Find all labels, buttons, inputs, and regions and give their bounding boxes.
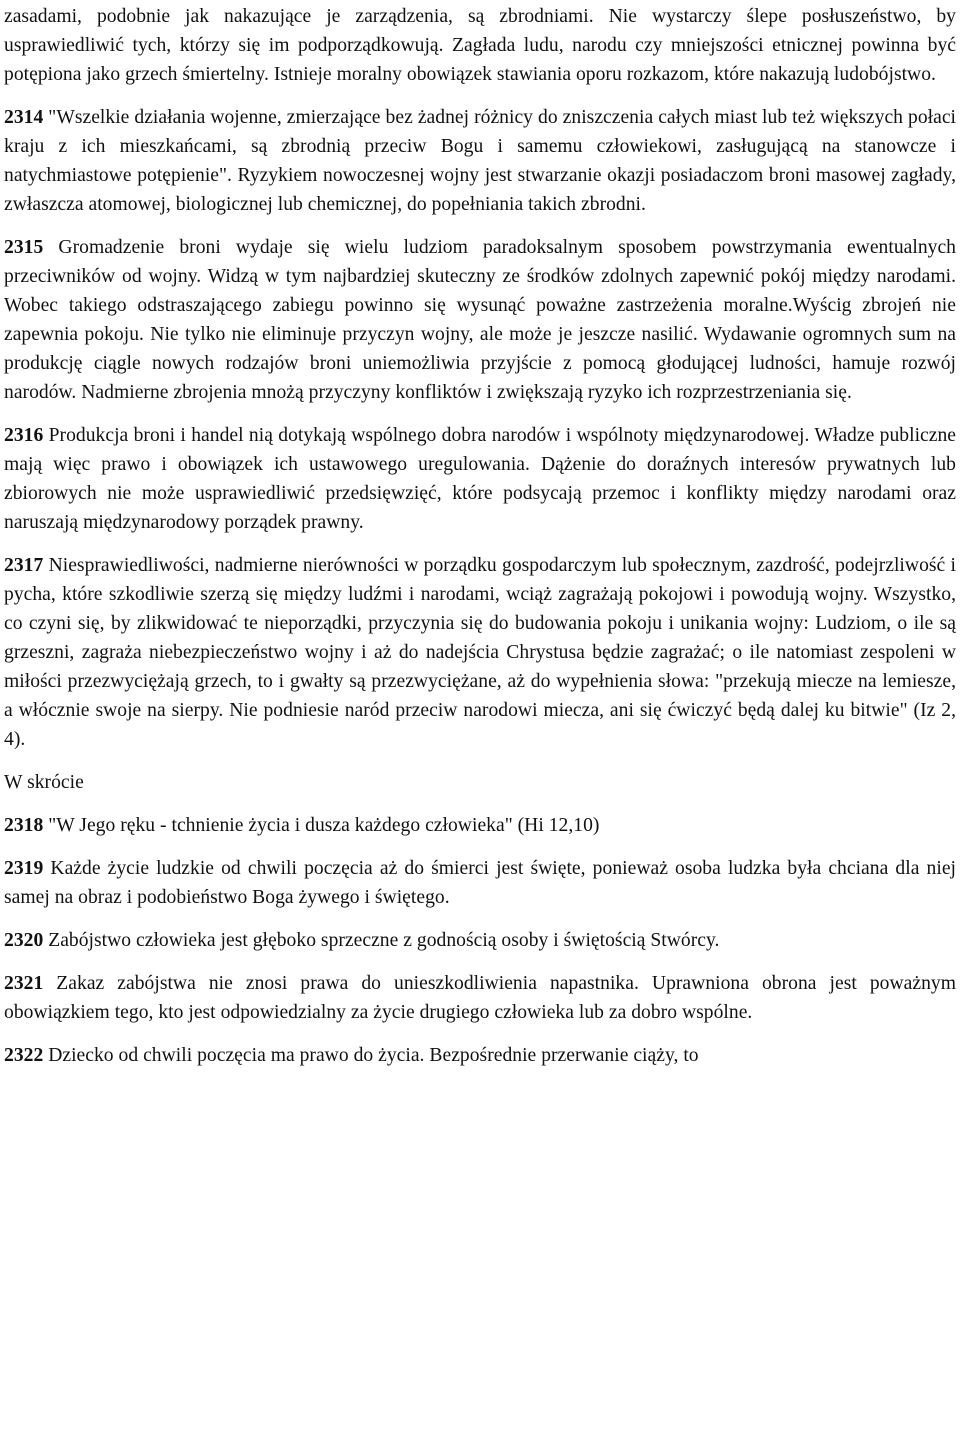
paragraph-number: 2318 xyxy=(4,815,44,836)
paragraph-number: 2315 xyxy=(4,237,44,258)
paragraph-number: 2316 xyxy=(4,425,44,446)
paragraph-text: Niesprawiedliwości, nadmierne nierówności w porządku gospodarczym lub społecznym, zazdrość, podejrzliwość i pycha, które szkodliwie szerzą się między ludźmi i narodami, wciąż zagrażają pokojowi i powodują wojny. Wszystko, co czyni się, by zlikwidować te nieporządki, przyczynia się do budowania pokoju i unikania wojny: Ludziom, o ile są grzeszni, zagraża niebezpieczeństwo wojny i aż do nadejścia Chrystusa będzie zagrażać; o ile natomiast zespoleni w miłości przezwyciężają grzech, to i gwałty są przezwyciężane, aż do wypełnienia słowa: "przekują miecze na lemiesze, a włócznie swoje na sierpy. Nie podniesie naród przeciw narodowi miecza, ani się ćwiczyć będą dalej ku bitwie" (Iz 2, 4). xyxy=(4,555,956,750)
paragraph-text: Każde życie ludzkie od chwili poczęcia aż do śmierci jest święte, ponieważ osoba ludzka była chciana dla niej samej na obraz i podobieństwo Boga żywego i świętego. xyxy=(4,858,956,908)
paragraph-number: 2317 xyxy=(4,555,44,576)
paragraph-2317 xyxy=(4,551,956,754)
paragraph-2318 xyxy=(4,811,956,840)
paragraph-2316 xyxy=(4,421,956,537)
paragraph-2314 xyxy=(4,103,956,219)
paragraph-continued xyxy=(4,2,956,89)
section-heading-text: W skrócie xyxy=(4,772,84,793)
paragraph-text: Zakaz zabójstwa nie znosi prawa do unieszkodliwienia napastnika. Uprawniona obrona jest poważnym obowiązkiem tego, kto jest odpowiedzialny za życie drugiego człowieka lub za dobro wspólne. xyxy=(4,973,956,1023)
paragraph-2319 xyxy=(4,854,956,912)
paragraph-2315 xyxy=(4,233,956,407)
paragraph-text: Zabójstwo człowieka jest głęboko sprzeczne z godnością osoby i świętością Stwórcy. xyxy=(43,930,720,951)
paragraph-text: Dziecko od chwili poczęcia ma prawo do życia. Bezpośrednie przerwanie ciąży, to xyxy=(43,1045,699,1066)
paragraph-text: "Wszelkie działania wojenne, zmierzające bez żadnej różnicy do zniszczenia całych miast lub też większych połaci kraju z ich mieszkańcami, są zbrodnią przeciw Bogu i samemu człowiekowi, zasługującą na stanowcze i natychmiastowe potępienie". Ryzykiem nowoczesnej wojny jest stwarzanie okazji posiadaczom broni masowej zagłady, zwłaszcza atomowej, biologicznej lub chemicznej, do popełniania takich zbrodni. xyxy=(4,107,956,215)
paragraph-number: 2322 xyxy=(4,1045,44,1066)
paragraph-2321 xyxy=(4,969,956,1027)
paragraph-text: Produkcja broni i handel nią dotykają wspólnego dobra narodów i wspólnoty międzynarodowej. Władze publiczne mają więc prawo i obowiązek ich ustawowego uregulowania. Dążenie do doraźnych interesów prywatnych lub zbiorowych nie może usprawiedliwić przedsięwzięć, które podsycają przemoc i konflikty między narodami oraz naruszają międzynarodowy porządek prawny. xyxy=(4,425,956,533)
paragraph-2322 xyxy=(4,1041,956,1070)
paragraph-number: 2320 xyxy=(4,930,44,951)
paragraph-text: Gromadzenie broni wydaje się wielu ludziom paradoksalnym sposobem powstrzymania ewentualnych przeciwników od wojny. Widzą w tym najbardziej skuteczny ze środków zdolnych zapewnić pokój między narodami. Wobec takiego odstraszającego zabiegu powinno się wysunąć poważne zastrzeżenia moralne.Wyścig zbrojeń nie zapewnia pokoju. Nie tylko nie eliminuje przyczyn wojny, ale może je jeszcze nasilić. Wydawanie ogromnych sum na produkcję ciągle nowych rodzajów broni uniemożliwia przyjście z pomocą głodującej ludności, hamuje rozwój narodów. Nadmierne zbrojenia mnożą przyczyny konfliktów i zwiększają ryzyko ich rozprzestrzeniania się. xyxy=(4,237,956,403)
paragraph-number: 2321 xyxy=(4,973,44,994)
paragraph-number: 2319 xyxy=(4,858,44,879)
paragraph-text: "W Jego ręku - tchnienie życia i dusza każdego człowieka" (Hi 12,10) xyxy=(43,815,600,836)
section-heading xyxy=(4,768,956,797)
paragraph-number: 2314 xyxy=(4,107,44,128)
paragraph-text: zasadami, podobnie jak nakazujące je zarządzenia, są zbrodniami. Nie wystarczy ślepe posłuszeństwo, by usprawiedliwić tych, którzy się im podporządkowują. Zagłada ludu, narodu czy mniejszości etnicznej powinna być potępiona jako grzech śmiertelny. Istnieje moralny obowiązek stawiania oporu rozkazom, które nakazują ludobójstwo. xyxy=(4,6,956,85)
paragraph-2320 xyxy=(4,926,956,955)
